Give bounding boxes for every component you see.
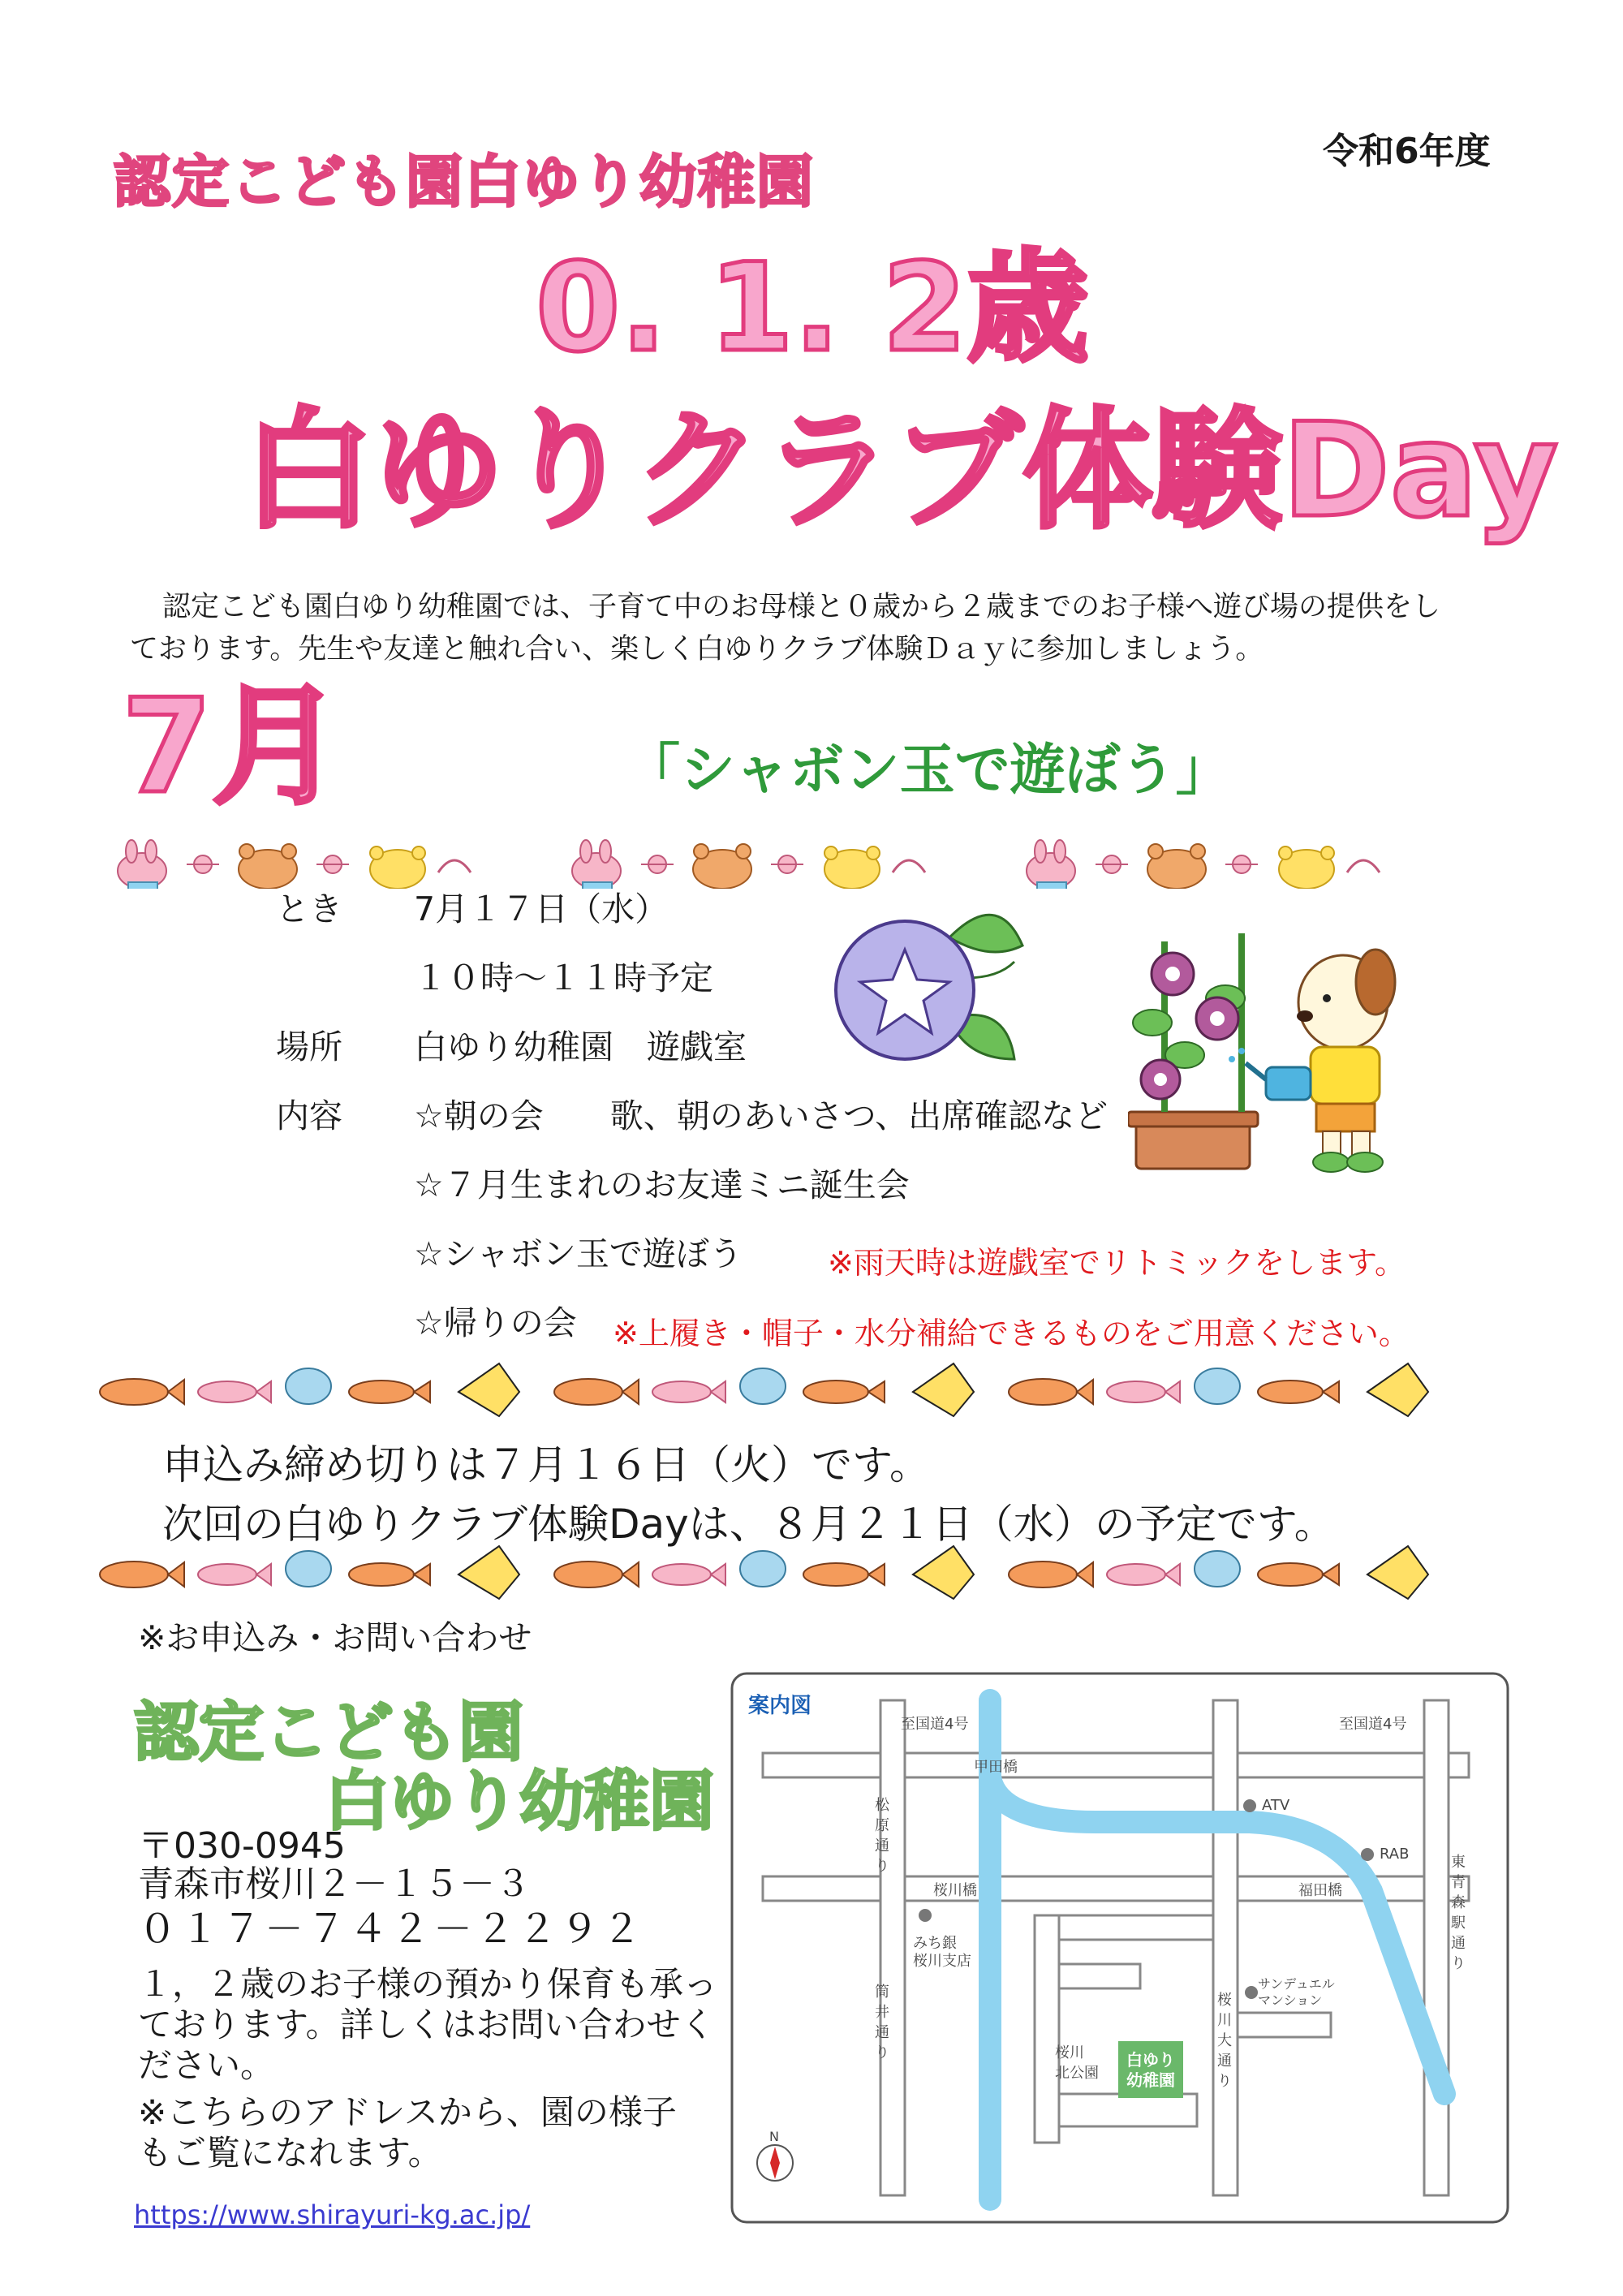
map-street-char: 通: [875, 2024, 889, 2041]
map-label-mansion: マンション: [1258, 1992, 1323, 2008]
school-name-header: 認定こども園白ゆり幼稚園: [114, 149, 815, 215]
map-label-bank: みち銀: [913, 1935, 957, 1952]
map-street-char: 川: [1217, 2012, 1232, 2029]
map-label-bridge: 桜川橋: [933, 1882, 977, 1899]
fish-border-icon: [89, 1355, 1453, 1420]
map-street-char: り: [875, 2044, 889, 2061]
map-street-char: 駅: [1451, 1915, 1466, 1932]
map-label-route4: 至国道4号: [1339, 1716, 1407, 1733]
content-label: 内容: [276, 1096, 342, 1135]
map-street-char: 松: [875, 1797, 889, 1814]
website-link[interactable]: https://www.shirayuri-kg.ac.jp/: [134, 2199, 531, 2230]
map-street-char: 筒: [875, 1984, 889, 2001]
fish-border-icon: [89, 1538, 1453, 1603]
map-label-route4: 至国道4号: [901, 1716, 969, 1733]
map-street-char: 東: [1451, 1854, 1466, 1871]
map-street-char: 森: [1451, 1894, 1466, 1911]
phone-number: ０１７－７４２－２２９２: [138, 1906, 645, 1952]
school-name-line2: 白ゆり幼稚園: [325, 1764, 714, 1839]
next-event-notice: 次回の白ゆりクラブ体験Dayは、８月２１日（水）の予定です。: [162, 1501, 1335, 1548]
access-map: [730, 1672, 1509, 2224]
map-street-char: 桜: [1217, 1992, 1232, 2009]
map-label-atv: ATV: [1262, 1797, 1290, 1814]
title-ages: 0. 1. 2歳: [536, 238, 1089, 379]
content-item: ☆７月生まれのお友達ミニ誕生会: [414, 1165, 910, 1204]
map-label-bank: 桜川支店: [913, 1953, 971, 1970]
address: 青森市桜川２－１５－３: [138, 1863, 531, 1905]
content-item: ☆シャボン玉で遊ぼう: [414, 1234, 743, 1273]
event-date: 7月１７日（水）: [414, 890, 669, 928]
map-label-bridge: 甲田橋: [974, 1759, 1018, 1776]
place-label: 場所: [276, 1027, 342, 1066]
care-note: １，２歳のお子様の預かり保育も承っております。詳しくはお問い合わせください。: [138, 1964, 718, 2085]
site-note: ※こちらのアドレスから、園の様子 もご覧になれます。: [138, 2092, 711, 2173]
event-theme: 「シャボン玉で遊ぼう」: [625, 739, 1231, 803]
title-event: 白ゆりクラブ体験Day: [243, 394, 1559, 546]
school-name-line1: 認定こども園: [134, 1695, 523, 1770]
map-school-label: 白ゆり: [1126, 2050, 1175, 2070]
map-street-char: 通: [1217, 2053, 1232, 2070]
event-place: 白ゆり幼稚園 遊戯室: [414, 1027, 747, 1066]
fiscal-year: 令和6年度: [1323, 131, 1491, 172]
animal-border: [97, 832, 1444, 889]
content-item: ☆帰りの会: [414, 1303, 577, 1342]
dog-watering-icon: [1128, 925, 1420, 1177]
content-item: ☆朝の会 歌、朝のあいさつ、出席確認など: [414, 1096, 1109, 1135]
map-street-char: 通: [1451, 1935, 1466, 1952]
rain-note: ※雨天時は遊戯室でリトミックをします。: [828, 1245, 1406, 1281]
animal-border-icon: [97, 832, 1444, 889]
when-label: とき: [276, 890, 342, 928]
map-school-label: 幼稚園: [1126, 2070, 1175, 2090]
map-label-park: 北公園: [1055, 2065, 1099, 2082]
map-street-char: り: [875, 1858, 889, 1875]
map-street-char: り: [1217, 2073, 1232, 2090]
map-street-char: り: [1451, 1955, 1466, 1972]
map-street-char: 井: [875, 2004, 889, 2021]
compass-north-icon: N: [769, 2129, 779, 2144]
contact-heading: ※お申込み・お問い合わせ: [138, 1618, 532, 1657]
map-street-char: 大: [1217, 2032, 1232, 2049]
map-street-char: 青: [1451, 1874, 1466, 1891]
map-label-park: 桜川: [1055, 2044, 1084, 2061]
event-month: 7月: [122, 670, 342, 822]
postal-code: 〒030-0945: [138, 1825, 346, 1867]
map-title: 案内図: [748, 1694, 812, 1718]
map-street-char: 通: [875, 1837, 889, 1854]
morning-glory-icon: [828, 889, 1031, 1067]
bring-note: ※上履き・帽子・水分補給できるものをご用意ください。: [613, 1316, 1410, 1351]
map-label-rab: RAB: [1380, 1846, 1410, 1863]
map-label-mansion: サンデュエル: [1258, 1976, 1335, 1992]
map-street-char: 原: [875, 1817, 889, 1834]
event-time: １０時～１１時予定: [414, 958, 713, 997]
intro-text: 認定こども園白ゆり幼稚園では、子育て中のお母様と０歳から２歳までのお子様へ遊び場の提供をしております。先生や友達と触れ合い、楽しく白ゆりクラブ体験Ｄａｙに参加しましょう。: [130, 591, 1441, 666]
deadline-notice: 申込み締め切りは７月１６日（火）です。: [162, 1441, 930, 1488]
map-label-bridge: 福田橋: [1298, 1882, 1342, 1899]
